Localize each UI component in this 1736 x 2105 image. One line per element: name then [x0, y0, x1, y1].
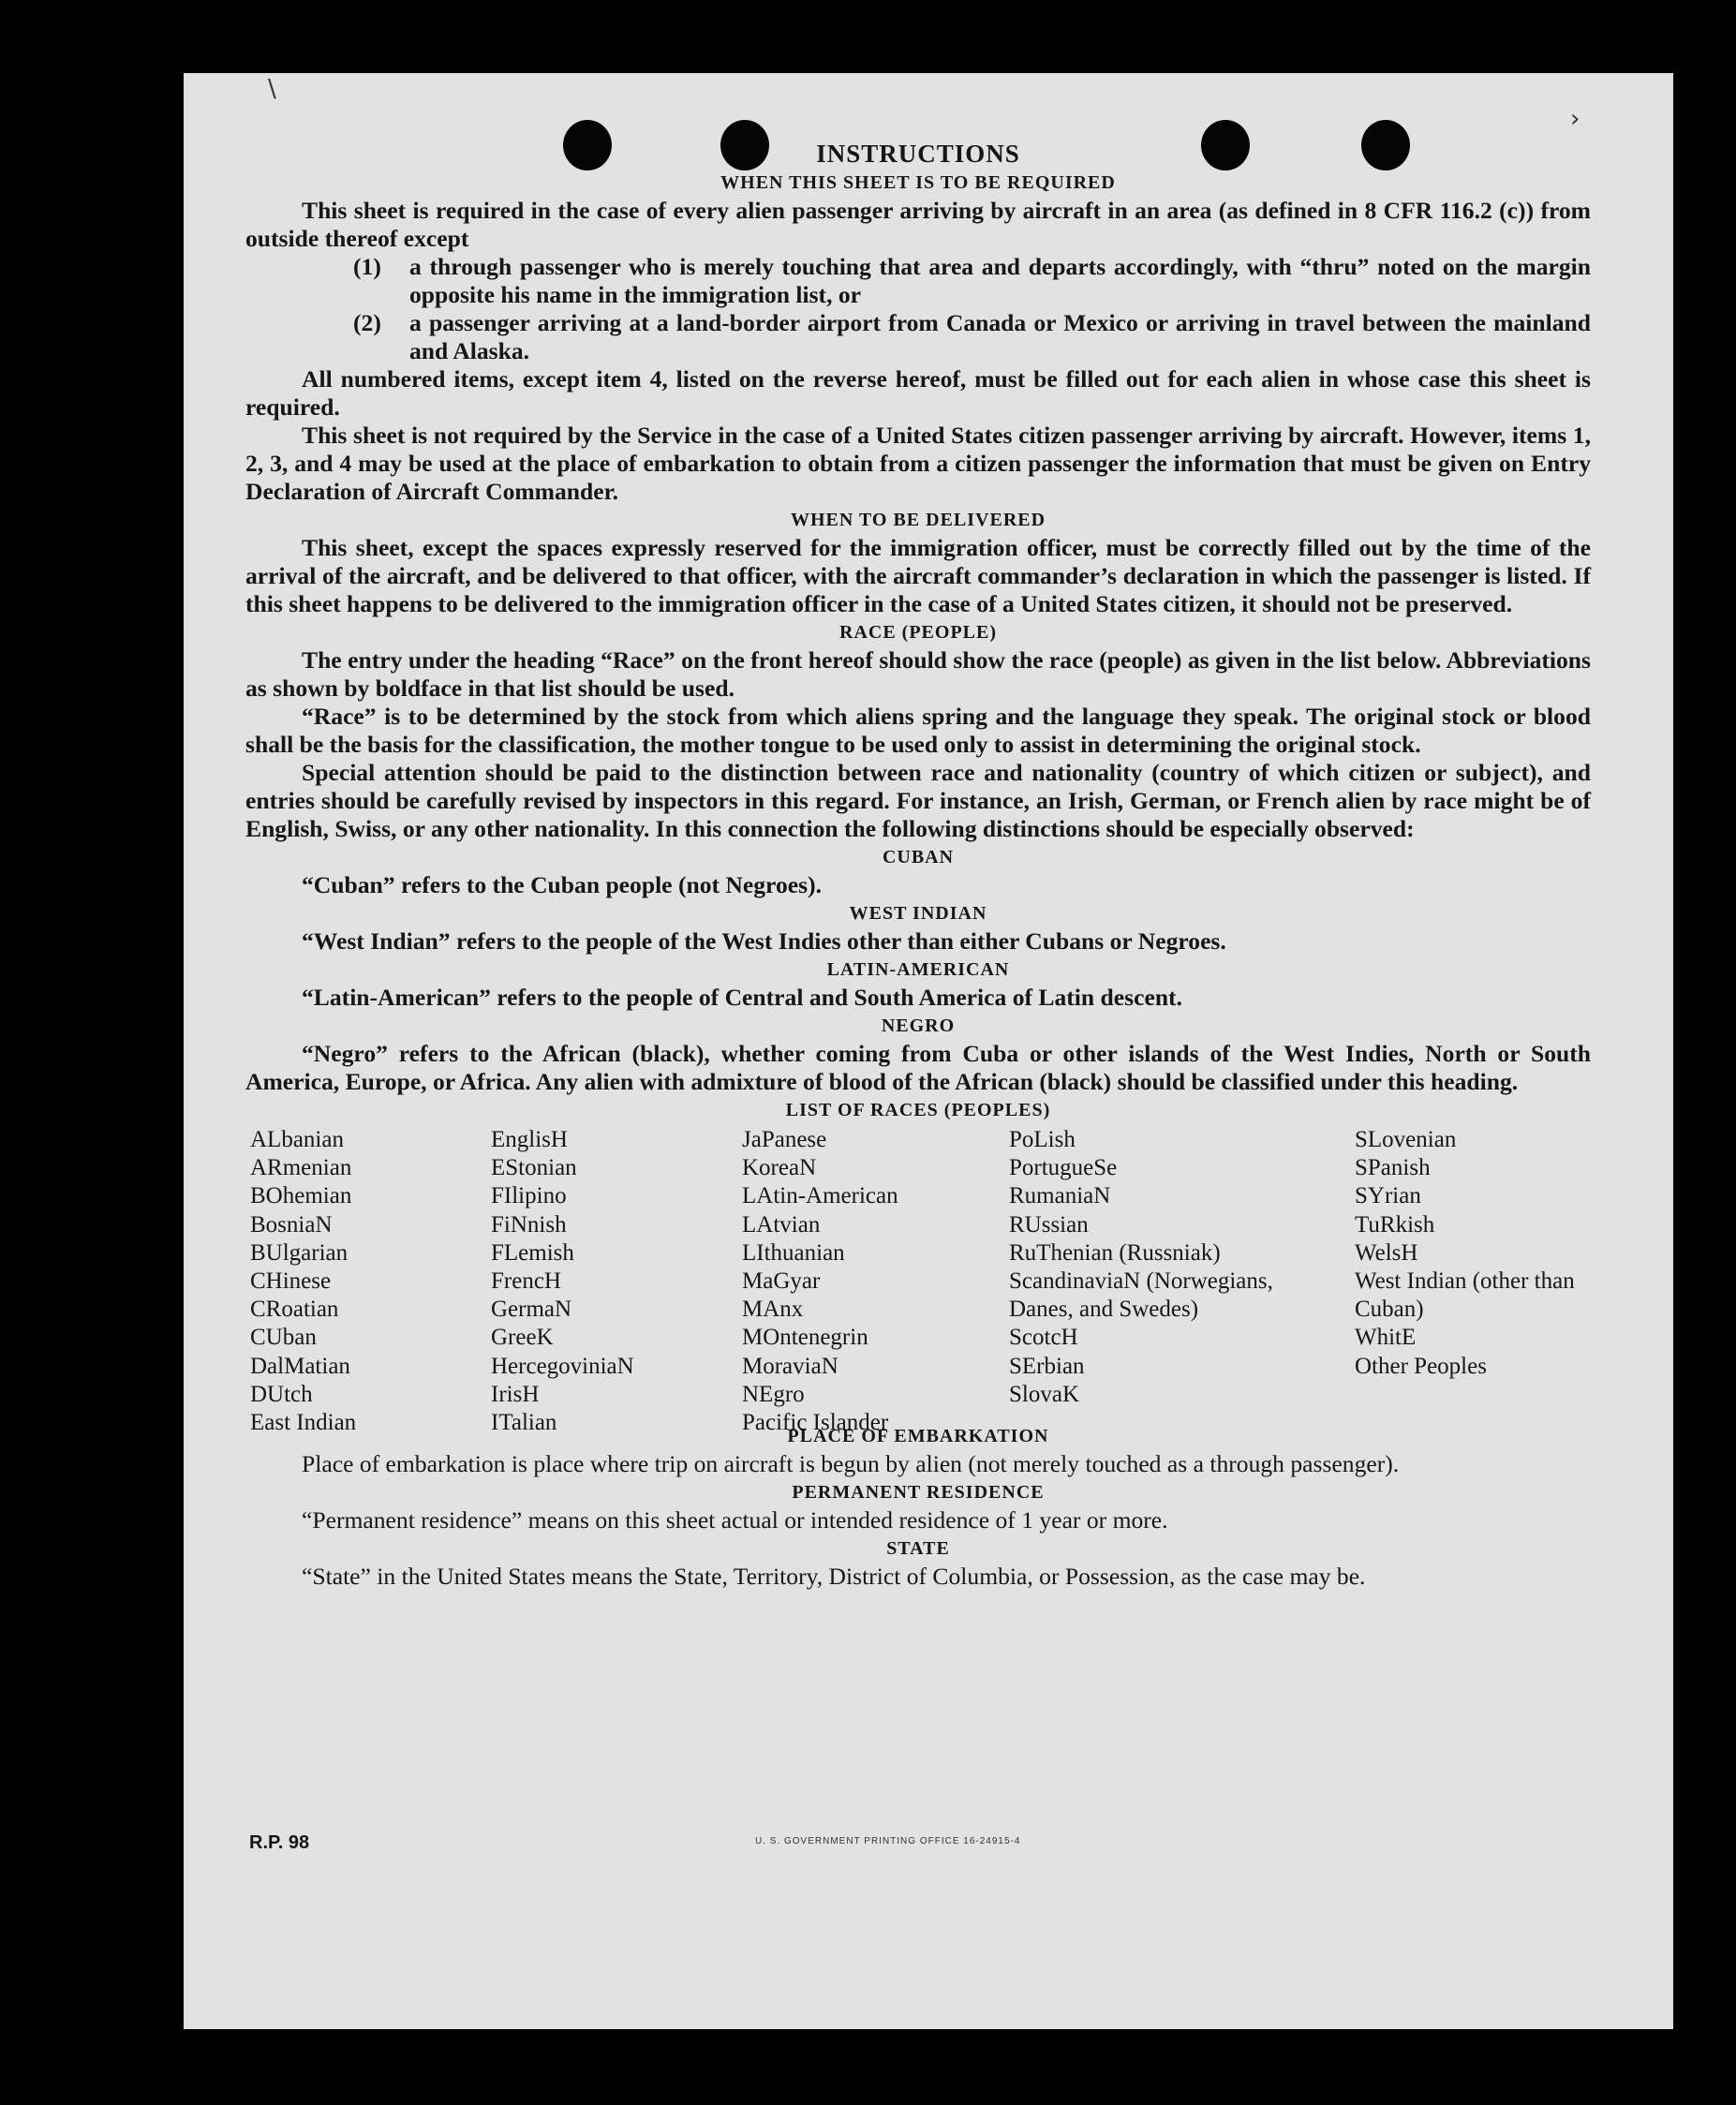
race-entry: CRoatian	[250, 1297, 339, 1323]
race-entry: FIlipino	[491, 1183, 567, 1209]
section-heading: PERMANENT RESIDENCE	[792, 1482, 1045, 1503]
race-entry: FiNnish	[491, 1211, 567, 1238]
race-entry: ScotcH	[1009, 1325, 1078, 1351]
race-entry: Other Peoples	[1355, 1353, 1487, 1379]
race-entry: GermaN	[491, 1297, 572, 1323]
paragraph: “Cuban” refers to the Cuban people (not Negroes).	[302, 871, 822, 898]
paragraph: This sheet is required in the case of every alien passenger arriving by aircraft in an area (as defined in 8 CFR 116.2 (c)) from outside thereof except	[245, 197, 1591, 252]
race-entry: PortugueSe	[1009, 1155, 1118, 1181]
paragraph: “Race” is to be determined by the stock from which aliens spring and the language they speak. The original stock or blood shall be the basis for the classification, the mother tongue to be used only to assist in determining the original stock.	[245, 703, 1591, 758]
section-heading: LATIN-AMERICAN	[826, 959, 1010, 980]
race-entry: MAnx	[742, 1297, 804, 1323]
page-title: INSTRUCTIONS	[816, 140, 1020, 168]
section-heading: WHEN TO BE DELIVERED	[790, 510, 1046, 530]
race-entry: ALbanian	[250, 1127, 344, 1152]
race-entry: SPanish	[1355, 1155, 1431, 1181]
section-heading: WHEN THIS SHEET IS TO BE REQUIRED	[720, 172, 1116, 193]
race-entry: GreeK	[491, 1325, 554, 1351]
instructions-body	[245, 139, 1591, 1591]
race-entry: BosniaN	[250, 1211, 333, 1238]
race-entry: KoreaN	[742, 1155, 817, 1181]
race-entry: EStonian	[491, 1155, 577, 1181]
race-entry: SYrian	[1355, 1183, 1421, 1209]
paragraph: Place of embarkation is place where trip on aircraft is begun by alien (not merely touched as a through passenger).	[302, 1450, 1400, 1477]
race-entry: West Indian (other than Cuban)	[1355, 1268, 1575, 1323]
race-entry: WelsH	[1355, 1239, 1418, 1266]
race-entry: SErbian	[1009, 1353, 1085, 1379]
race-entry: JaPanese	[742, 1127, 827, 1152]
printer-imprint: U. S. GOVERNMENT PRINTING OFFICE 16-24915-4	[755, 1836, 1021, 1846]
race-entry: DUtch	[250, 1381, 313, 1407]
paragraph: “State” in the United States means the State, Territory, District of Columbia, or Possession, as the case may be.	[302, 1563, 1366, 1590]
document-sheet	[184, 73, 1673, 2029]
race-entry: MOntenegrin	[742, 1325, 868, 1351]
race-entry: RumaniaN	[1009, 1183, 1111, 1209]
race-entry: CHinese	[250, 1268, 332, 1295]
race-entry: SlovaK	[1009, 1381, 1079, 1407]
paragraph: “Permanent residence” means on this sheet actual or intended residence of 1 year or more.	[302, 1506, 1168, 1534]
race-entry: ScandinaviaN (Norwegians, Danes, and Swedes)	[1009, 1268, 1273, 1323]
race-entry: HercegoviniaN	[491, 1353, 634, 1379]
race-column	[1009, 1126, 1290, 1409]
section-heading: PLACE OF EMBARKATION	[787, 1426, 1049, 1446]
race-entry: LAtin-American	[742, 1183, 898, 1209]
race-entry: SLovenian	[1355, 1127, 1457, 1152]
race-entry: ARmenian	[250, 1155, 352, 1181]
item-number: (2)	[353, 309, 381, 336]
section-heading: STATE	[886, 1538, 950, 1559]
paragraph: “Negro” refers to the African (black), whether coming from Cuba or other islands of the West Indies, North or South America, Europe, or Africa. Any alien with admixture of blood of the African (black) should be classified under this heading.	[245, 1040, 1591, 1095]
paragraph: All numbered items, except item 4, listed on the reverse hereof, must be filled out for each alien in whose case this sheet is required.	[245, 365, 1591, 421]
scan-speck: ›	[1570, 105, 1580, 133]
race-entry: RuThenian (Russniak)	[1009, 1239, 1221, 1266]
race-entry: LAtvian	[742, 1211, 821, 1238]
race-entry: Pacific Islander	[742, 1410, 889, 1436]
item-text: a passenger arriving at a land-border airport from Canada or Mexico or arriving in travel between the mainland and Alaska.	[409, 309, 1591, 364]
section-heading: NEGRO	[881, 1015, 956, 1036]
list-item	[245, 253, 1591, 309]
race-entry: ITalian	[491, 1410, 557, 1436]
race-entry: BOhemian	[250, 1183, 352, 1209]
race-entry: MaGyar	[742, 1268, 821, 1295]
race-entry: RUssian	[1009, 1211, 1089, 1238]
race-entry: IrisH	[491, 1381, 540, 1407]
race-entry: CUban	[250, 1325, 317, 1351]
race-entry: FrencH	[491, 1268, 561, 1295]
paragraph: “Latin-American” refers to the people of Central and South America of Latin descent.	[302, 984, 1182, 1011]
race-column	[250, 1126, 475, 1437]
race-entry: East Indian	[250, 1410, 357, 1436]
paragraph: This sheet, except the spaces expressly reserved for the immigration officer, must be correctly filled out by the time of the arrival of the aircraft, and be delivered to that officer, with the aircraft commander’s declaration in which the passenger is listed. If this sheet happens to be delivered to the immigration officer in the case of a United States citizen, it should not be preserved.	[245, 534, 1591, 617]
race-entry: LIthuanian	[742, 1239, 845, 1266]
paragraph: Special attention should be paid to the distinction between race and nationality (country of which citizen or subject), and entries should be carefully revised by inspectors in this regard. For instance, an Irish, German, or French alien by race might be of English, Swiss, or any other nationality. In this connection the following distinctions should be especially observed:	[245, 759, 1591, 842]
section-heading: CUBAN	[882, 847, 955, 867]
race-column	[742, 1126, 986, 1437]
race-column	[491, 1126, 725, 1437]
race-column	[1355, 1126, 1591, 1381]
section-heading: LIST OF RACES (PEOPLES)	[785, 1100, 1051, 1120]
paragraph: This sheet is not required by the Service in the case of a United States citizen passenger arriving by aircraft. However, items 1, 2, 3, and 4 may be used at the place of embarkation to obtain from a citizen passenger the information that must be given on Entry Declaration of Aircraft Commander.	[245, 422, 1591, 505]
item-text: a through passenger who is merely touching that area and departs accordingly, with “thru” noted on the margin opposite his name in the immigration list, or	[409, 253, 1591, 308]
race-entry: EnglisH	[491, 1127, 568, 1152]
race-entry: DalMatian	[250, 1353, 350, 1379]
scan-speck: \	[268, 75, 276, 103]
section-heading: WEST INDIAN	[849, 903, 987, 924]
race-entry: PoLish	[1009, 1127, 1076, 1152]
item-number: (1)	[353, 253, 381, 280]
race-entry: FLemish	[491, 1239, 574, 1266]
race-entry: NEgro	[742, 1381, 805, 1407]
race-entry: MoraviaN	[742, 1353, 838, 1379]
race-entry: WhitE	[1355, 1325, 1417, 1351]
race-entry: TuRkish	[1355, 1211, 1435, 1238]
paragraph: The entry under the heading “Race” on the front hereof should show the race (people) as given in the list below. Abbreviations as shown by boldface in that list should be used.	[245, 646, 1591, 702]
form-code: R.P. 98	[249, 1832, 310, 1853]
section-heading: RACE (PEOPLE)	[839, 622, 997, 643]
paragraph: “West Indian” refers to the people of the West Indies other than either Cubans or Negroes.	[302, 927, 1226, 955]
race-entry: BUlgarian	[250, 1239, 349, 1266]
list-item	[245, 309, 1591, 365]
